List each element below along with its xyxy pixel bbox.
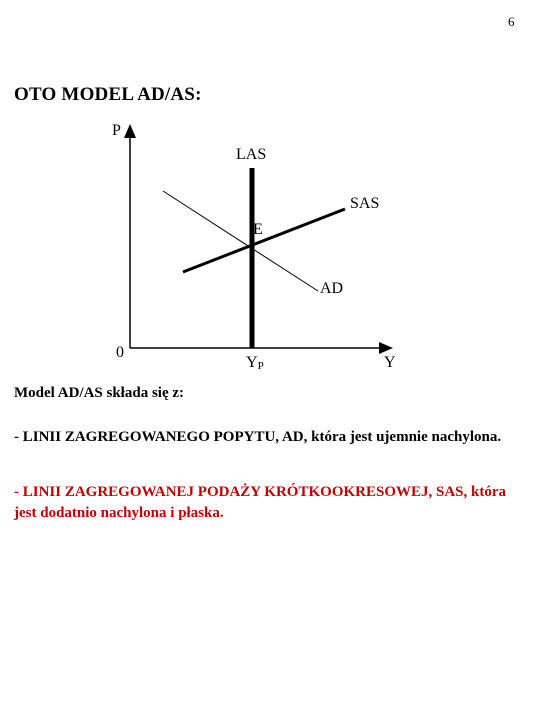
p-axis-arrow	[124, 124, 136, 138]
page-heading: OTO MODEL AD/AS:	[14, 84, 202, 105]
p-axis-label: P	[112, 122, 121, 139]
yp-main: Y	[246, 354, 258, 371]
yp-subscript: P	[257, 360, 264, 372]
origin-label: 0	[116, 344, 124, 361]
ad-as-diagram	[0, 110, 420, 360]
potential-output-label	[246, 354, 264, 372]
las-label: LAS	[236, 146, 267, 163]
page-number: 6	[508, 14, 515, 29]
intro-text: Model AD/AS składa się z:	[14, 385, 185, 401]
equilibrium-label: E	[253, 221, 263, 238]
sas-description: - LINII ZAGREGOWANEJ PODAŻY KRÓTKOOKRESOWEJ, SAS, która jest dodatnio nachylona i płaska.	[14, 484, 507, 521]
y-axis-arrow	[379, 342, 393, 354]
ad-label: AD	[320, 280, 344, 297]
sas-label: SAS	[350, 195, 380, 212]
ad-description: - LINII ZAGREGOWANEGO POPYTU, AD, która jest ujemnie nachylona.	[14, 429, 502, 445]
y-axis-label: Y	[384, 354, 396, 371]
ad-line	[163, 191, 318, 291]
sas-line	[183, 209, 345, 272]
